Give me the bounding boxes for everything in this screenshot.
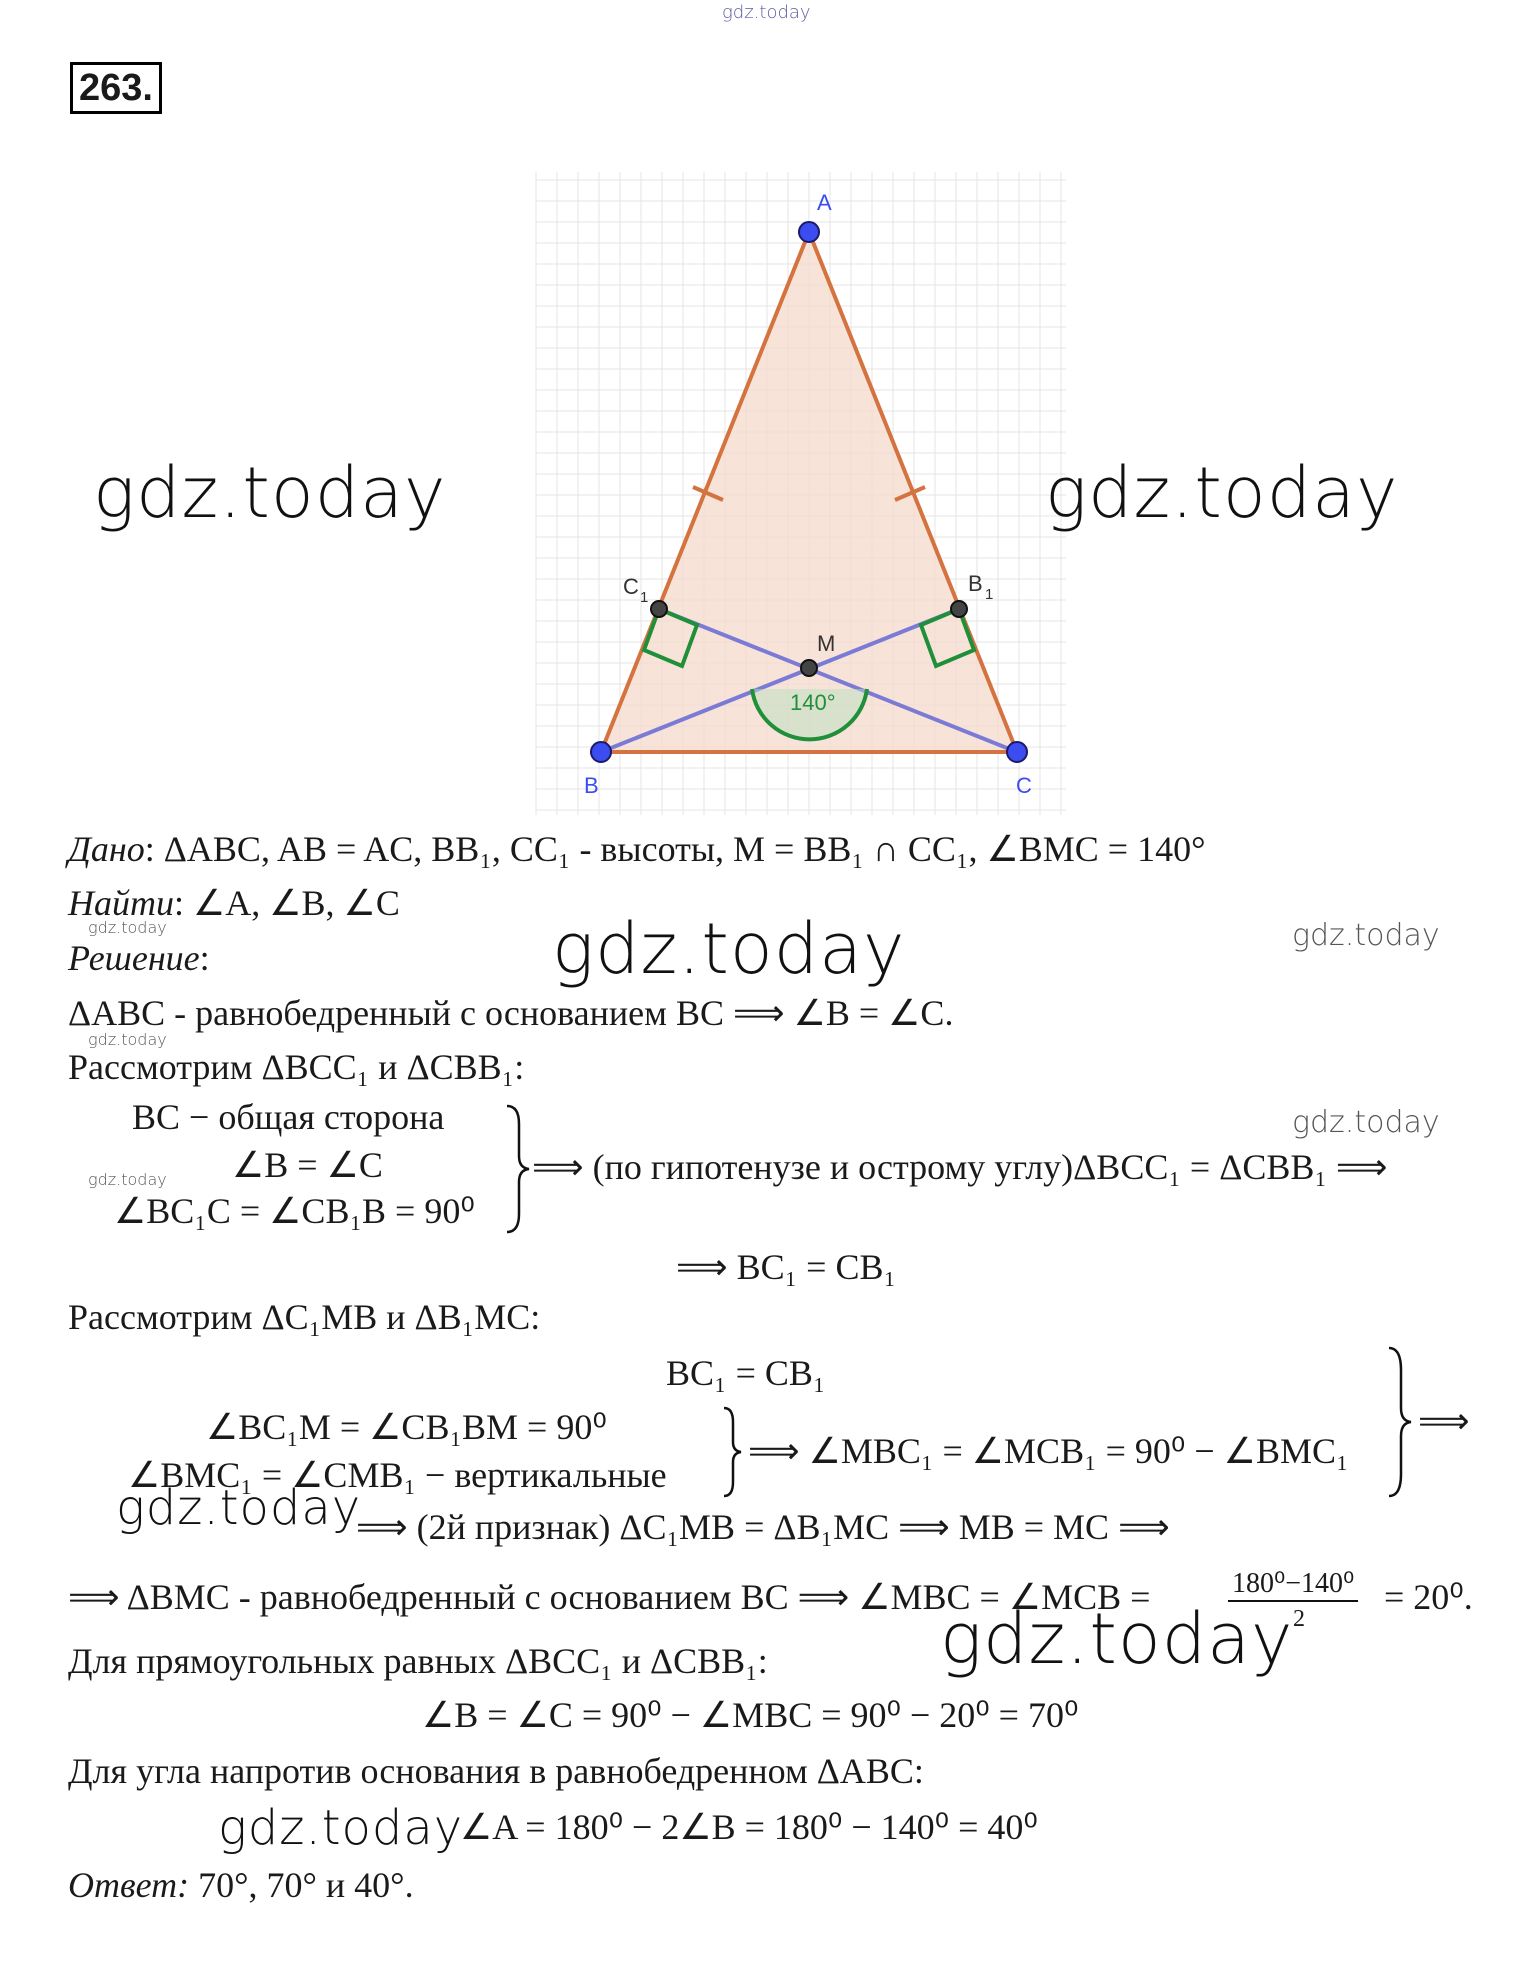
fraction-denominator: 2 bbox=[1293, 1606, 1305, 1632]
watermark-center: gdz.today bbox=[552, 908, 906, 990]
triangle-figure bbox=[0, 0, 1532, 830]
angle-a-line: ∠A = 180⁰ − 2∠B = 180⁰ − 140⁰ = 40⁰ bbox=[460, 1807, 1038, 1847]
second-criterion-line: ⟹ (2й признак) ΔC₁MB = ΔB₁MC ⟹ MB = MC ⟹ bbox=[356, 1507, 1170, 1547]
vertex-c bbox=[1007, 742, 1027, 762]
angle-label: 140° bbox=[790, 690, 836, 715]
sys2-top: BC₁ = CB₁ bbox=[666, 1353, 826, 1393]
sys1-brace bbox=[503, 1104, 533, 1234]
watermark-tiny-1: gdz.today bbox=[88, 918, 167, 937]
sys1-result: ⟹ (по гипотенузе и острому углу)ΔBCC₁ = ΔCBB₁ ⟹ bbox=[532, 1147, 1388, 1187]
label-b1-sub: 1 bbox=[985, 586, 994, 603]
sys2a-result: ⟹ ∠MBC₁ = ∠MCB₁ = 90⁰ − ∠BMC₁ bbox=[748, 1431, 1349, 1471]
point-c1 bbox=[651, 601, 667, 617]
sys2-arrow: ⟹ bbox=[1418, 1401, 1470, 1441]
label-c1-sub: 1 bbox=[640, 589, 649, 606]
solution-colon: : bbox=[199, 938, 210, 978]
fraction bbox=[1228, 1566, 1358, 1602]
watermark-left-3: gdz.today bbox=[218, 1800, 464, 1856]
point-b1 bbox=[951, 601, 967, 617]
sys1-row-3: ∠BC₁C = ∠CB₁B = 90⁰ bbox=[114, 1191, 475, 1231]
angles-70-line: ∠B = ∠C = 90⁰ − ∠MBC = 90⁰ − 20⁰ = 70⁰ bbox=[422, 1695, 1079, 1735]
watermark-tiny-3: gdz.today bbox=[88, 1170, 167, 1189]
given-text: : ΔABC, AB = AC, BB₁, CC₁ - высоты, M = BB₁ ∩ CC₁, ∠BMC = 140° bbox=[144, 829, 1206, 869]
isosceles-line: ΔABC - равнобедренный с основанием BC ⟹ ∠B = ∠C. bbox=[68, 993, 954, 1033]
watermark-right: gdz.today bbox=[1045, 452, 1399, 534]
problem-number: 263. bbox=[70, 62, 162, 114]
point-m bbox=[801, 660, 817, 676]
watermark-left-2: gdz.today bbox=[116, 1480, 362, 1536]
find-label: Найти bbox=[68, 883, 174, 923]
label-m: M bbox=[817, 631, 836, 656]
consider-line-1: Рассмотрим ΔBCC₁ и ΔCBB₁: bbox=[68, 1047, 525, 1087]
watermark-left: gdz.today bbox=[93, 452, 447, 534]
solution-line bbox=[68, 937, 210, 979]
label-b: B bbox=[584, 773, 599, 798]
isosceles-bmc-line: ⟹ ΔBMC - равнобедренный с основанием BC ⟹ ∠MBC = ∠MCB = bbox=[68, 1577, 1151, 1617]
opposite-angle-line: Для угла напротив основания в равнобедренном ΔABC: bbox=[68, 1751, 924, 1791]
given-label: Дано bbox=[68, 829, 145, 869]
label-a: A bbox=[817, 190, 832, 215]
answer-line bbox=[68, 1864, 414, 1906]
sys2-brace bbox=[1385, 1346, 1415, 1498]
right-triangles-line: Для прямоугольных равных ΔBCC₁ и ΔCBB₁: bbox=[68, 1641, 768, 1681]
watermark-right-3: gdz.today bbox=[1292, 1105, 1440, 1140]
sys2a-brace bbox=[721, 1406, 745, 1498]
label-b1: B bbox=[968, 571, 983, 596]
bc1-cb1-line: ⟹ BC₁ = CB₁ bbox=[676, 1247, 897, 1287]
watermark-right-2: gdz.today bbox=[1292, 918, 1440, 953]
watermark-tiny-2: gdz.today bbox=[88, 1030, 167, 1049]
consider-line-2: Рассмотрим ΔC₁MB и ΔB₁MC: bbox=[68, 1297, 541, 1337]
solution-label: Решение bbox=[68, 938, 200, 978]
watermark-center-2: gdz.today bbox=[940, 1598, 1294, 1680]
vertex-a bbox=[799, 222, 819, 242]
given-line bbox=[68, 828, 1206, 870]
sys1-row-2: ∠B = ∠C bbox=[232, 1145, 383, 1185]
sys2a-row-2: ∠BMC₁ = ∠CMB₁ − вертикальные bbox=[128, 1455, 667, 1495]
find-text: : ∠A, ∠B, ∠C bbox=[174, 883, 400, 923]
top-watermark: gdz.today bbox=[722, 2, 811, 23]
fraction-numerator: 180⁰−140⁰ bbox=[1228, 1566, 1358, 1602]
label-c1: C bbox=[623, 574, 639, 599]
answer-label: Ответ: bbox=[68, 1865, 190, 1905]
sys1-row-1: BC − общая сторона bbox=[132, 1097, 445, 1137]
label-c: C bbox=[1016, 773, 1032, 798]
result-20: = 20⁰. bbox=[1384, 1577, 1473, 1617]
sys2a-row-1: ∠BC₁M = ∠CB₁BM = 90⁰ bbox=[206, 1407, 607, 1447]
vertex-b bbox=[591, 742, 611, 762]
answer-text: 70°, 70° и 40°. bbox=[189, 1865, 414, 1905]
